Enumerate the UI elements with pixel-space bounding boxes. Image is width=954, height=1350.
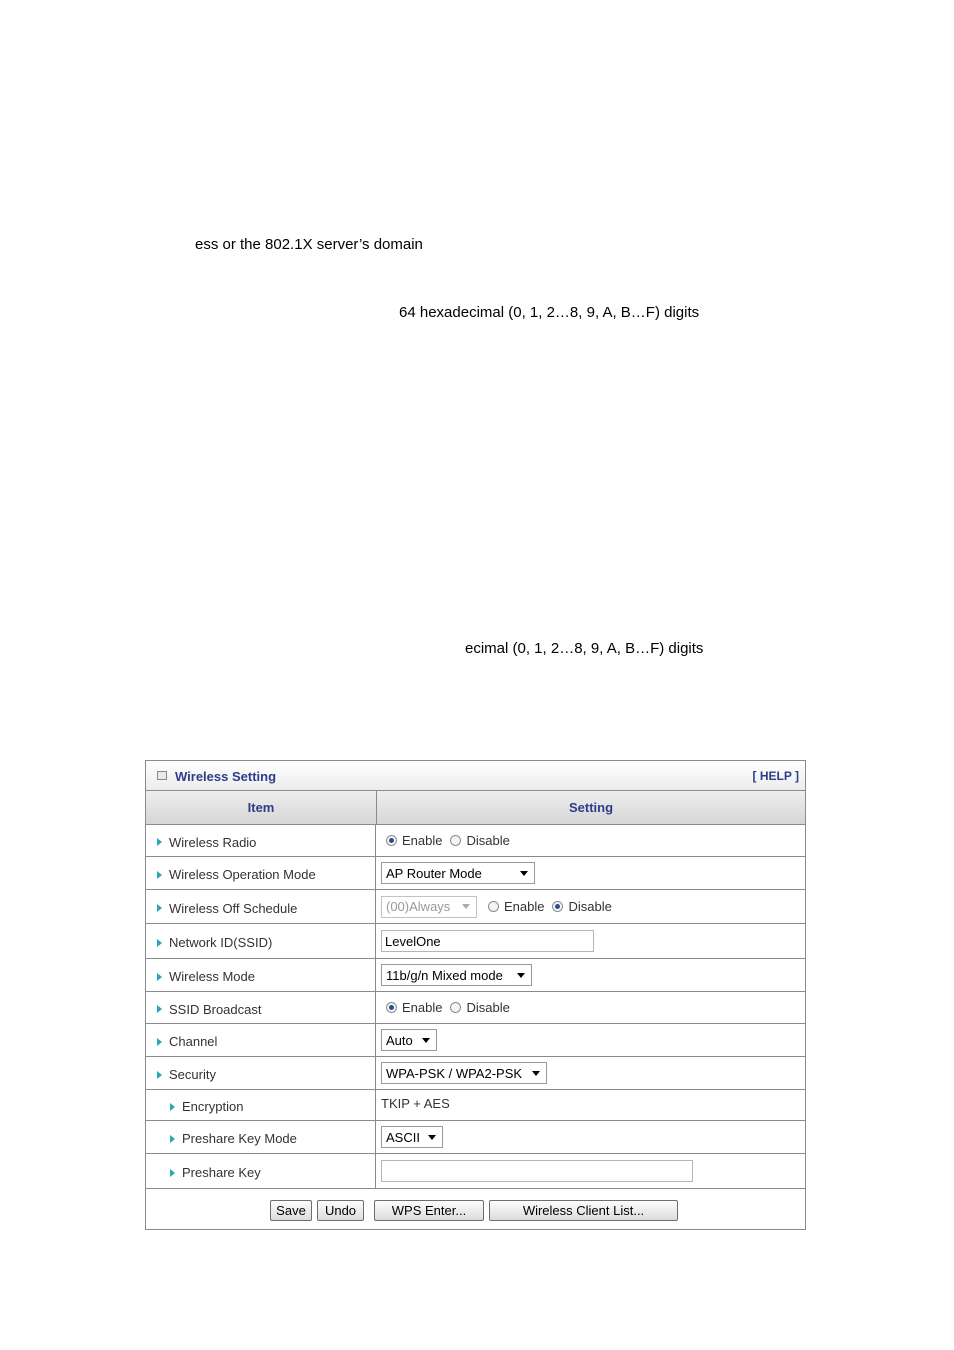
chevron-down-icon	[532, 1071, 540, 1076]
row-wireless-mode	[146, 959, 805, 992]
off-schedule-select[interactable]	[381, 896, 477, 918]
row-encryption	[146, 1090, 805, 1121]
doc-text-line-2: 64 hexadecimal (0, 1, 2…8, 9, A, B…F) digits	[399, 304, 700, 321]
radio-label: Enable	[402, 833, 443, 848]
select-value: AP Router Mode	[386, 865, 482, 881]
security-select[interactable]	[381, 1062, 547, 1084]
select-value: 11b/g/n Mixed mode	[386, 967, 503, 983]
wireless-radio-disable[interactable]	[450, 833, 509, 848]
arrow-right-icon	[157, 838, 162, 846]
radio-unselected-icon	[450, 835, 461, 846]
radio-label: Disable	[568, 899, 612, 914]
save-button[interactable]: Save	[270, 1200, 312, 1221]
label-operation-mode: Wireless Operation Mode	[169, 867, 316, 882]
table-header	[146, 791, 805, 825]
ssid-broadcast-disable[interactable]	[450, 1000, 509, 1015]
chevron-down-icon	[517, 973, 525, 978]
label-preshare-key: Preshare Key	[182, 1165, 261, 1180]
label-encryption: Encryption	[182, 1099, 244, 1114]
arrow-right-icon	[170, 1135, 175, 1143]
radio-unselected-icon	[450, 1002, 461, 1013]
radio-label: Disable	[466, 1000, 510, 1015]
arrow-right-icon	[157, 871, 162, 879]
radio-label: Enable	[402, 1000, 443, 1015]
arrow-right-icon	[170, 1169, 175, 1177]
radio-selected-icon	[386, 835, 397, 846]
row-preshare-key	[146, 1154, 805, 1189]
label-wireless-mode: Wireless Mode	[169, 969, 255, 984]
help-link[interactable]: [ HELP ]	[752, 769, 799, 783]
radio-unselected-icon	[488, 901, 499, 912]
row-channel	[146, 1024, 805, 1057]
select-value: WPA-PSK / WPA2-PSK	[386, 1065, 523, 1081]
wps-enter-button[interactable]: WPS Enter...	[374, 1200, 484, 1221]
label-security: Security	[169, 1067, 216, 1082]
button-row	[146, 1189, 805, 1231]
chevron-down-icon	[462, 904, 470, 909]
wireless-mode-select[interactable]	[381, 964, 532, 986]
panel-title-bar	[146, 761, 805, 791]
wireless-setting-panel	[145, 760, 806, 1230]
label-off-schedule: Wireless Off Schedule	[169, 900, 298, 916]
radio-selected-icon	[386, 1002, 397, 1013]
doc-text-line-3: ecimal (0, 1, 2…8, 9, A, B…F) digits	[465, 640, 704, 657]
preshare-key-input[interactable]	[381, 1160, 693, 1182]
off-schedule-disable[interactable]	[552, 899, 611, 914]
ssid-input[interactable]: LevelOne	[381, 930, 594, 952]
label-ssid-broadcast: SSID Broadcast	[169, 1001, 262, 1017]
label-preshare-mode: Preshare Key Mode	[182, 1131, 297, 1146]
undo-button[interactable]: Undo	[317, 1200, 364, 1221]
channel-select[interactable]	[381, 1029, 437, 1051]
row-wireless-radio	[146, 825, 805, 857]
row-preshare-mode	[146, 1121, 805, 1154]
row-security	[146, 1057, 805, 1090]
arrow-right-icon	[157, 973, 162, 981]
off-schedule-enable[interactable]	[488, 899, 544, 914]
encryption-value: TKIP + AES	[381, 1095, 450, 1111]
chevron-down-icon	[428, 1135, 436, 1140]
doc-text-line-1: ess or the 802.1X server’s domain	[195, 236, 423, 253]
operation-mode-select[interactable]	[381, 862, 535, 884]
row-ssid	[146, 924, 805, 959]
arrow-right-icon	[170, 1103, 175, 1111]
wireless-client-list-button[interactable]: Wireless Client List...	[489, 1200, 678, 1221]
row-operation-mode	[146, 857, 805, 890]
row-ssid-broadcast	[146, 992, 805, 1024]
select-value: Auto	[386, 1032, 413, 1048]
arrow-right-icon	[157, 1071, 162, 1079]
arrow-right-icon	[157, 1005, 162, 1013]
arrow-right-icon	[157, 904, 162, 912]
arrow-right-icon	[157, 939, 162, 947]
radio-selected-icon	[552, 901, 563, 912]
preshare-mode-select[interactable]	[381, 1126, 443, 1148]
wireless-radio-enable[interactable]	[386, 833, 442, 848]
select-value: (00)Always	[386, 899, 451, 914]
radio-label: Enable	[504, 899, 545, 914]
select-value: ASCII	[386, 1129, 420, 1145]
chevron-down-icon	[422, 1038, 430, 1043]
header-setting: Setting	[568, 800, 614, 815]
panel-square-icon	[157, 771, 167, 780]
label-wireless-radio: Wireless Radio	[169, 834, 257, 850]
label-channel: Channel	[169, 1034, 218, 1049]
ssid-broadcast-enable[interactable]	[386, 1000, 442, 1015]
panel-title: Wireless Setting	[175, 769, 277, 784]
row-off-schedule	[146, 890, 805, 924]
arrow-right-icon	[157, 1038, 162, 1046]
chevron-down-icon	[520, 871, 528, 876]
header-item: Item	[146, 791, 377, 824]
label-ssid: Network ID(SSID)	[169, 935, 273, 950]
radio-label: Disable	[466, 833, 510, 848]
